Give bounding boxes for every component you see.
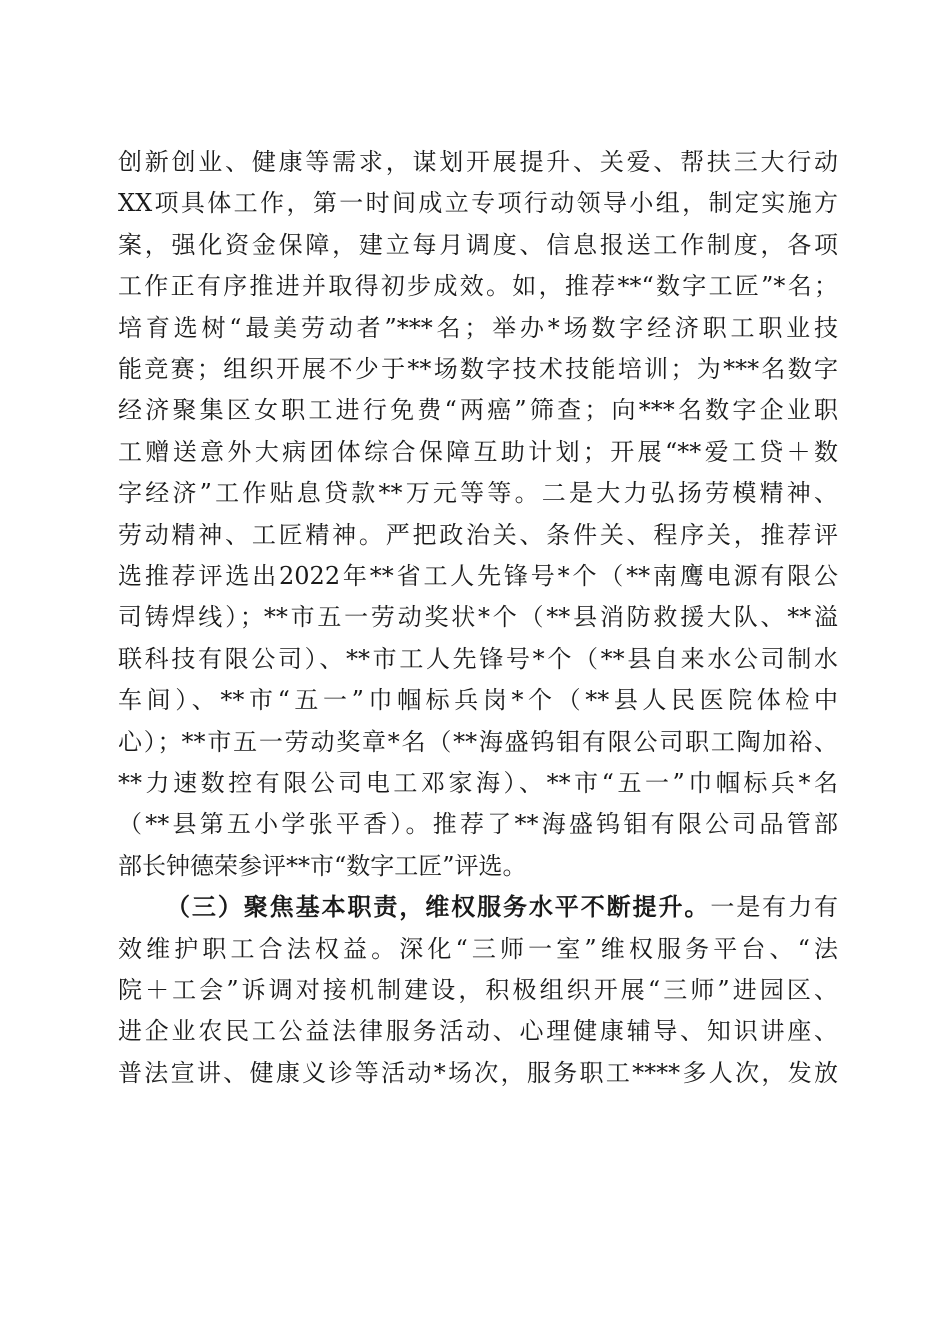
line-text: （**县第五小学张平香）。推荐了**海盛钨钼有限公司品管部 [118, 810, 838, 839]
line-text: 车间）、**市“五一”巾帼标兵岗*个（**县人民医院体检中 [118, 686, 838, 715]
text-line [118, 266, 838, 306]
text-line [118, 515, 838, 555]
text-line [118, 597, 838, 637]
line-text: 工赠送意外大病团体综合保障互助计划；开展“**爱工贷＋数 [118, 437, 838, 466]
text-line [118, 970, 838, 1010]
text-line [118, 390, 838, 430]
line-text: 劳动精神、工匠精神。严把政治关、条件关、程序关，推荐评 [118, 520, 838, 549]
line-text: XX项具体工作，第一时间成立专项行动领导小组，制定实施方 [118, 189, 838, 218]
line-text: 司铸焊线）；**市五一劳动奖状*个（**县消防救援大队、**溢 [118, 603, 838, 632]
line-text: 工作正有序推进并取得初步成效。如，推荐**“数字工匠”*名； [118, 272, 838, 301]
text-line [118, 1053, 838, 1093]
line-text: 字经济”工作贴息贷款**万元等等。二是大力弘扬劳模精神、 [118, 479, 838, 508]
line-text: 一是有力有 [710, 893, 838, 922]
text-line [118, 349, 838, 389]
line-text: 效维护职工合法权益。深化“三师一室”维权服务平台、“法 [118, 934, 838, 963]
text-line [118, 473, 838, 513]
text-line [118, 556, 838, 596]
line-text: **力速数控有限公司电工邓家海）、**市“五一”巾帼标兵*名 [118, 769, 838, 797]
line-text: 案，强化资金保障，建立每月调度、信息报送工作制度，各项 [118, 230, 838, 259]
line-text: 心）；**市五一劳动奖章*名（**海盛钨钼有限公司职工陶加裕、 [118, 727, 838, 756]
text-line [118, 929, 838, 969]
text-line [118, 1011, 838, 1051]
line-text: 经济聚集区女职工进行免费“两癌”筛查；向***名数字企业职 [118, 396, 838, 425]
text-line [118, 804, 838, 844]
text-line [118, 432, 838, 472]
line-text: 能竞赛；组织开展不少于**场数字技术技能培训；为***名数字 [118, 355, 838, 383]
text-line [118, 142, 838, 182]
text-line [166, 887, 838, 927]
line-text: 联科技有限公司）、**市工人先锋号*个（**县自来水公司制水 [118, 644, 838, 673]
text-line [118, 763, 838, 803]
line-text: 选推荐评选出2022年**省工人先锋号*个（**南鹰电源有限公 [118, 562, 838, 590]
text-line [118, 183, 838, 223]
line-text: 普法宣讲、健康义诊等活动*场次，服务职工****多人次，发放 [118, 1058, 838, 1087]
text-line [118, 846, 838, 886]
text-line [118, 639, 838, 679]
text-line [118, 308, 838, 348]
section-heading: （三）聚焦基本职责，维权服务水平不断提升。 [166, 892, 711, 922]
line-text: 部长钟德荣参评**市“数字工匠”评选。 [118, 851, 527, 880]
text-line [118, 680, 838, 720]
text-line [118, 225, 838, 265]
line-text: 院＋工会”诉调对接机制建设，积极组织开展“三师”进园区、 [118, 976, 838, 1004]
text-line [118, 722, 838, 762]
line-text: 进企业农民工公益法律服务活动、心理健康辅导、知识讲座、 [118, 1017, 838, 1046]
line-text: 创新创业、健康等需求，谋划开展提升、关爱、帮扶三大行动 [118, 148, 838, 176]
line-text: 培育选树“最美劳动者”***名；举办*场数字经济职工职业技 [118, 313, 838, 342]
